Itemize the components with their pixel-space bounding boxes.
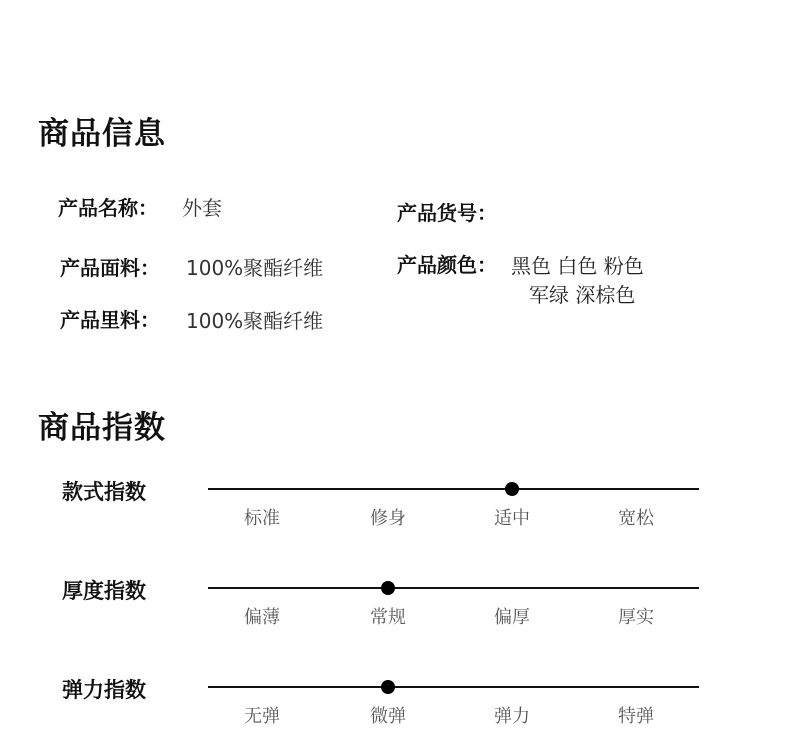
product-name-label: 产品名称： <box>58 196 158 220</box>
index-scale-line <box>208 488 699 490</box>
index-scale-line <box>208 587 699 589</box>
index-scale-tick: 偏厚 <box>494 607 530 628</box>
index-scale-tick: 常规 <box>370 607 406 628</box>
index-row-label: 厚度指数 <box>62 579 146 603</box>
product-sku-label: 产品货号： <box>397 201 497 225</box>
product-name-value: 外套 <box>182 196 222 220</box>
product-lining-label: 产品里料： <box>60 308 160 332</box>
index-scale-line <box>208 686 699 688</box>
index-scale-tick: 适中 <box>494 508 530 529</box>
product-info-title: 商品信息 <box>38 116 166 152</box>
index-scale-tick: 弹力 <box>494 706 530 727</box>
index-scale-marker <box>505 482 519 496</box>
index-scale-tick: 特弹 <box>618 706 654 727</box>
index-scale-tick: 厚实 <box>618 607 654 628</box>
index-scale-marker <box>381 581 395 595</box>
product-lining-value: 100%聚酯纤维 <box>186 309 324 333</box>
index-scale-tick: 标准 <box>244 508 280 529</box>
product-color-label: 产品颜色： <box>397 253 497 277</box>
index-scale-marker <box>381 680 395 694</box>
product-color-value-line2: 军绿 深棕色 <box>529 283 636 307</box>
index-scale-tick: 宽松 <box>618 508 654 529</box>
product-fabric-label: 产品面料： <box>60 256 160 280</box>
index-row-label: 款式指数 <box>62 480 146 504</box>
product-color-value-line1: 黑色 白色 粉色 <box>511 254 644 278</box>
index-row-label: 弹力指数 <box>62 678 146 702</box>
index-scale-tick: 修身 <box>370 508 406 529</box>
product-fabric-value: 100%聚酯纤维 <box>186 256 324 280</box>
index-scale-tick: 微弹 <box>370 706 406 727</box>
index-scale-tick: 偏薄 <box>244 607 280 628</box>
product-index-title: 商品指数 <box>38 410 166 446</box>
index-scale-tick: 无弹 <box>244 706 280 727</box>
